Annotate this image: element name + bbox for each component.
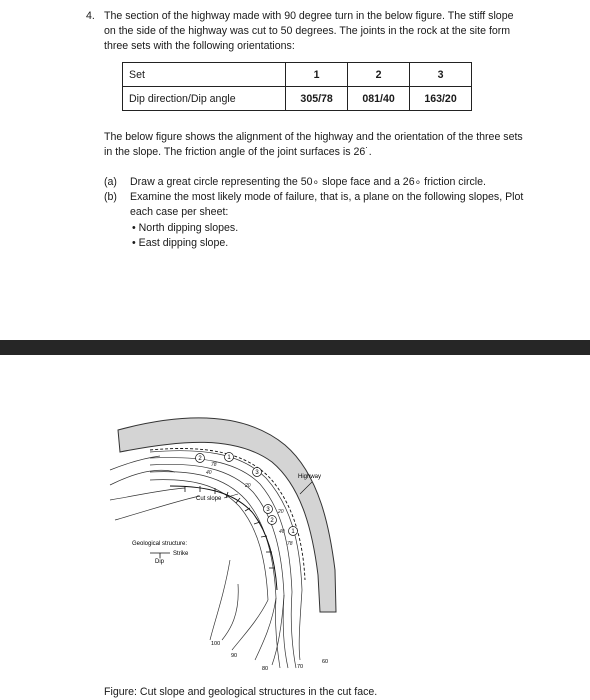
dip-label: 40 <box>279 529 285 535</box>
table-cell: 2 <box>348 63 410 87</box>
set-marker-label: 3 <box>255 470 259 476</box>
question-intro: The section of the highway made with 90 degree turn in the below figure. The stiff slope on the side of the highway was cut to 50 degrees. The joints in the rock at the site form three sets with the following orientations: <box>104 10 514 53</box>
task-label: (b) <box>104 191 117 204</box>
highway-label: Highway <box>298 474 322 480</box>
legend-dip: Dip <box>155 559 165 565</box>
table-row <box>123 87 472 111</box>
task-item <box>104 175 534 190</box>
figure-caption: Figure: Cut slope and geological structures in the cut face. <box>104 686 378 698</box>
dip-label: 20 <box>278 509 284 515</box>
table-cell: Dip direction/Dip angle <box>123 87 286 111</box>
legend <box>132 541 189 565</box>
task-label: (a) <box>104 176 117 188</box>
set-marker-label: 2 <box>198 456 202 462</box>
contour-label: 100 <box>211 641 221 647</box>
list-item: • North dipping slopes. <box>132 221 239 234</box>
table-cell: 163/20 <box>410 87 472 111</box>
contour-label: 70 <box>297 664 304 670</box>
set-marker-label: 1 <box>227 455 231 461</box>
set-marker-label: 3 <box>266 507 270 513</box>
cut-slope-figure <box>0 360 590 685</box>
dip-label: 40 <box>206 470 212 476</box>
table-row <box>123 63 472 87</box>
legend-title: Geological structure: <box>132 541 188 547</box>
task-list <box>104 175 534 251</box>
joint-sets-table <box>122 62 472 111</box>
legend-strike: Strike <box>173 551 189 557</box>
contour-label: 80 <box>262 666 269 672</box>
dip-label: 78 <box>287 541 293 547</box>
table-cell: 081/40 <box>348 87 410 111</box>
slope-toe <box>170 486 277 590</box>
table-cell: Set <box>123 63 286 87</box>
dip-label: 20 <box>245 483 251 489</box>
contour-label: 90 <box>231 653 238 659</box>
set-marker-label: 1 <box>291 529 295 535</box>
highway-road <box>118 418 336 612</box>
question-4 <box>86 9 526 55</box>
contour-label: 60 <box>322 659 329 665</box>
set-marker-label: 2 <box>270 518 274 524</box>
contour-labels <box>211 641 328 672</box>
table-cell: 305/78 <box>286 87 348 111</box>
question-number: 4. <box>86 10 95 22</box>
list-item: • East dipping slope. <box>132 236 229 249</box>
table-cell: 3 <box>410 63 472 87</box>
task-text: Draw a great circle representing the 50∘ slope face and a 26∘ friction circle. <box>130 176 486 188</box>
cut-slope-label: Cut slope <box>196 496 222 502</box>
task-text: Examine the most likely mode of failure, that is, a plane on the following slopes, Plot each case per sheet: <box>130 191 524 219</box>
task-item <box>104 190 534 220</box>
dip-label: 78 <box>211 462 217 468</box>
table-cell: 1 <box>286 63 348 87</box>
divider-bar <box>0 340 590 355</box>
figure-description: The below figure shows the alignment of the highway and the orientation of the three sets in the slope. The friction angle of the joint surfaces is 26˙. <box>104 131 523 159</box>
